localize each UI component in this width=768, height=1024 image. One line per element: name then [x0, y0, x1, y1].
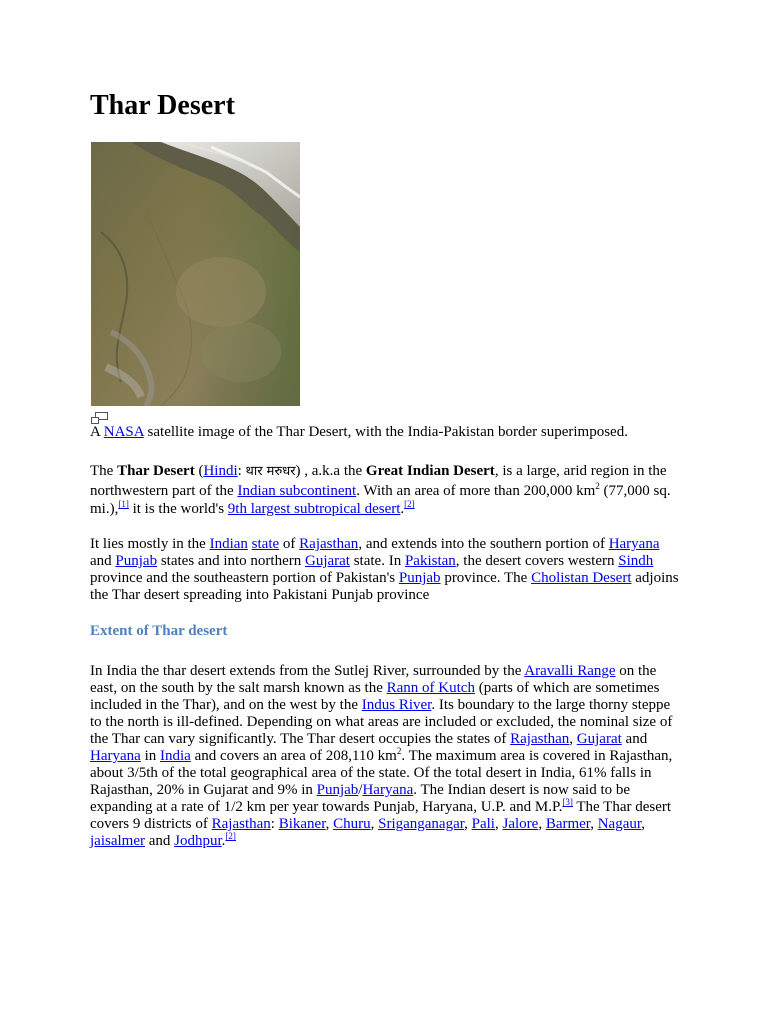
link-largest-desert[interactable]: 9th largest subtropical desert — [227, 501, 401, 517]
link-jaisalmer[interactable]: jaisalmer — [90, 833, 145, 849]
link-nasa[interactable]: NASA — [103, 424, 144, 440]
text: , — [370, 816, 379, 832]
text: : — [237, 463, 246, 479]
text: state. In — [349, 553, 405, 569]
link-jalore[interactable]: Jalore — [502, 816, 539, 832]
text: states and into northern — [157, 553, 305, 569]
link-india[interactable]: India — [159, 748, 191, 764]
superscript: 2 — [396, 746, 402, 756]
text: The — [90, 463, 118, 479]
bold-term: Thar Desert — [117, 463, 195, 479]
text: , is a large, arid region in the northwestern part of the — [90, 463, 667, 499]
link-pali[interactable]: Pali — [471, 816, 495, 832]
location-paragraph — [90, 536, 682, 604]
text: and — [621, 731, 648, 747]
text: and — [90, 553, 116, 569]
text: , — [569, 731, 577, 747]
superscript: 2 — [595, 480, 600, 491]
text: It lies mostly in the — [90, 536, 210, 552]
link-rajasthan[interactable]: Rajasthan — [211, 816, 271, 832]
link-hindi[interactable]: Hindi — [203, 463, 238, 479]
link-indian[interactable]: Indian — [209, 536, 248, 552]
intro-paragraph — [90, 462, 682, 519]
link-state[interactable]: state — [251, 536, 280, 552]
link-churu[interactable]: Churu — [333, 816, 371, 832]
text: . — [400, 501, 405, 517]
text: In India the thar desert extends from the Sutlej River, surrounded by the — [90, 663, 525, 679]
text: (parts of which are sometimes included in the Thar), and on the west by the — [90, 680, 660, 713]
text: ( — [194, 463, 204, 479]
text: ) , a.k.a the — [295, 463, 366, 479]
link-indus-river[interactable]: Indus River — [361, 697, 432, 713]
link-indian-subcontinent[interactable]: Indian subcontinent — [237, 482, 357, 499]
text: . The Indian desert is now said to be expanding at a rate of 1/2 km per year towards Punjab, Haryana, U.P. and M.P. — [90, 782, 631, 815]
text: , — [641, 816, 645, 832]
text: . The maximum area is covered in Rajasthan, about 3/5th of the total geographical area of the state. Of the total desert in India, 61% falls in Rajasthan, 20% in Gujarat and 9% in — [90, 748, 673, 798]
link-gujarat[interactable]: Gujarat — [304, 553, 350, 569]
text: , — [590, 816, 598, 832]
text: / — [358, 782, 363, 798]
text: province and the southeastern portion of Pakistan's — [90, 570, 399, 586]
text: it is the world's — [128, 501, 228, 517]
citation-link[interactable]: [1] — [118, 499, 129, 509]
section-heading-extent: Extent of Thar desert — [90, 623, 228, 639]
image-caption — [90, 424, 690, 441]
text: , — [494, 816, 503, 832]
link-aravalli-range[interactable]: Aravalli Range — [524, 663, 616, 679]
citation-link[interactable]: [2] — [225, 831, 236, 841]
text: , — [464, 816, 472, 832]
link-punjab[interactable]: Punjab — [316, 782, 359, 798]
link-sriganganagar[interactable]: Sriganganagar — [378, 816, 465, 832]
link-rann-of-kutch[interactable]: Rann of Kutch — [386, 680, 475, 696]
text: and covers an area of 208,110 km — [190, 748, 397, 764]
link-nagaur[interactable]: Nagaur — [597, 816, 642, 832]
text: . Its boundary to the large thorny steppe to the north is ill-defined. Depending on what areas are included or excluded, the nominal size of the Thar can vary significantly. The Thar desert occupies the states of — [90, 697, 673, 747]
hindi-text: थार मरुधर — [245, 464, 296, 479]
link-haryana[interactable]: Haryana — [362, 782, 414, 798]
text: , and extends into the southern portion of — [358, 536, 609, 552]
caption-text: satellite image of the Thar Desert, with the India-Pakistan border superimposed. — [143, 424, 628, 440]
bold-term: Great Indian Desert — [365, 463, 495, 479]
link-punjab-pakistan[interactable]: Punjab — [398, 570, 441, 586]
text: province. The — [440, 570, 532, 586]
text: , — [325, 816, 334, 832]
satellite-image[interactable] — [91, 142, 300, 406]
text: on the east, on the south by the salt marsh known as the — [90, 663, 657, 696]
text: (77,000 sq. mi.), — [90, 482, 671, 517]
extent-paragraph — [90, 663, 682, 850]
link-pakistan[interactable]: Pakistan — [404, 553, 456, 569]
link-cholistan-desert[interactable]: Cholistan Desert — [531, 570, 632, 586]
link-rajasthan[interactable]: Rajasthan — [299, 536, 359, 552]
link-bikaner[interactable]: Bikaner — [278, 816, 326, 832]
text: of — [279, 536, 300, 552]
text: in — [140, 748, 160, 764]
text: . With an area of more than 200,000 km — [356, 482, 596, 499]
text: , the desert covers western — [455, 553, 619, 569]
enlarge-icon[interactable] — [91, 411, 108, 423]
text: and — [144, 833, 175, 849]
link-jodhpur[interactable]: Jodhpur — [174, 833, 222, 849]
text: adjoins the Thar desert spreading into Pakistani Punjab province — [90, 570, 679, 603]
caption-text: A — [90, 424, 104, 440]
link-barmer[interactable]: Barmer — [545, 816, 591, 832]
text: . — [221, 833, 226, 849]
page-title: Thar Desert — [90, 90, 235, 121]
link-sindh[interactable]: Sindh — [618, 553, 654, 569]
citation-link[interactable]: [3] — [562, 797, 573, 807]
link-haryana[interactable]: Haryana — [90, 748, 141, 764]
text: : — [270, 816, 279, 832]
link-rajasthan[interactable]: Rajasthan — [510, 731, 570, 747]
text: , — [538, 816, 546, 832]
link-gujarat[interactable]: Gujarat — [576, 731, 622, 747]
link-haryana[interactable]: Haryana — [608, 536, 660, 552]
link-punjab[interactable]: Punjab — [115, 553, 158, 569]
citation-link[interactable]: [2] — [404, 499, 415, 509]
text: The Thar desert covers 9 districts of — [90, 799, 672, 832]
